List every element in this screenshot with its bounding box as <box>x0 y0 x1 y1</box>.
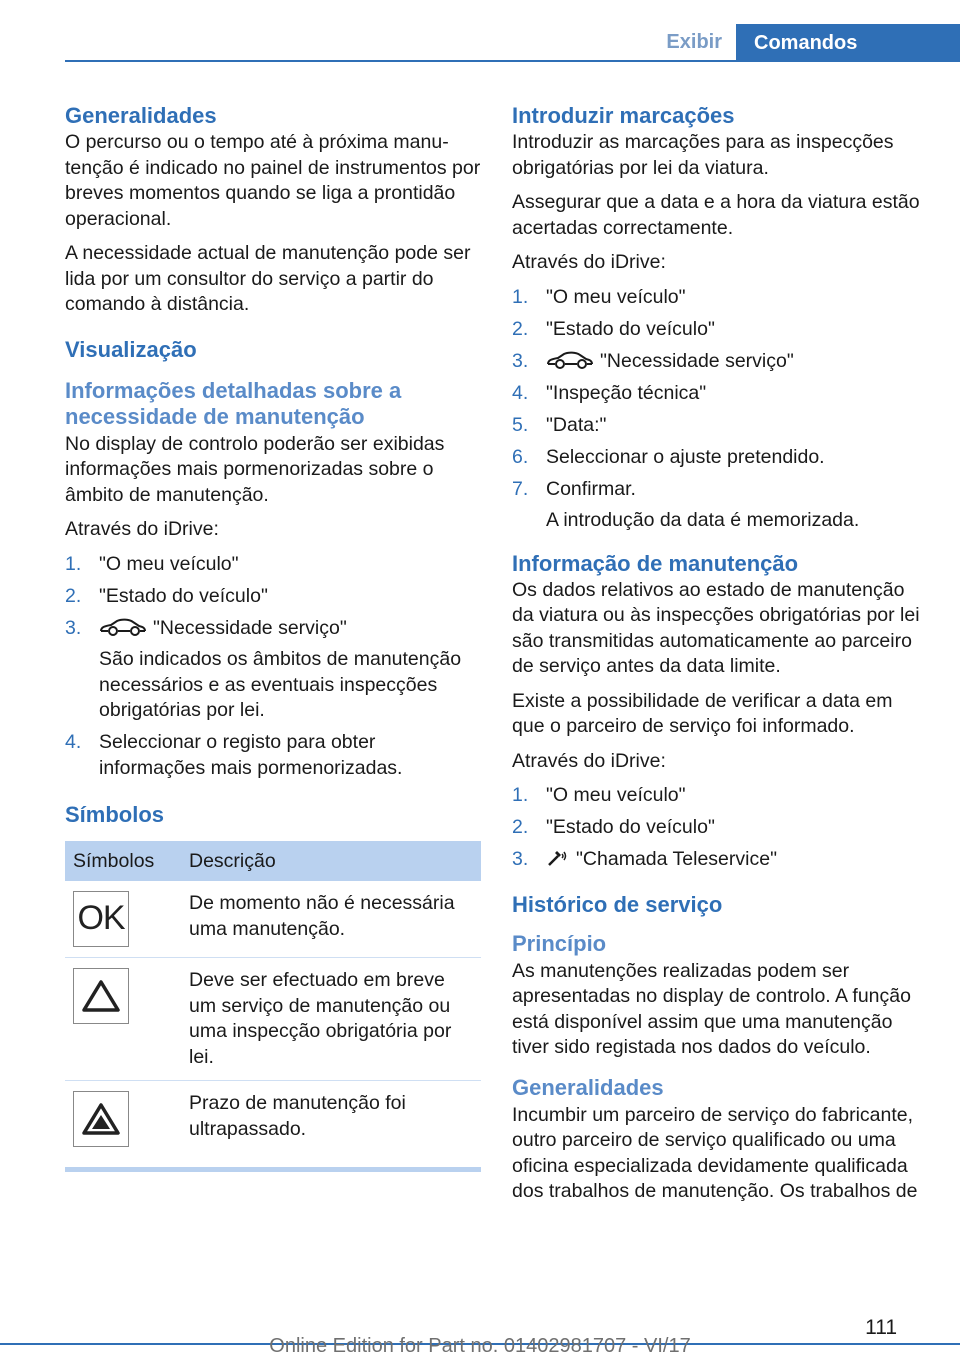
heading-generalidades-2: Generalidades <box>512 1074 664 1100</box>
table-cell: Prazo de manutenção foi ultrapassado. <box>189 1092 406 1140</box>
list-item: 1. "O meu veículo" <box>65 552 239 575</box>
paragraph: Os dados relativos ao estado de manutenção da viatura ou às inspecções obrigatórias por lei são transmitidas automaticamente ao parceiro de serviço antes da data limite. <box>512 578 920 677</box>
table-bottom-rule <box>65 1167 481 1172</box>
idrive-steps-list <box>512 285 928 534</box>
list-item: 3. "Necessidade serviço" São indicados os âmbitos de manutenção necessários e as eventuais inspecções obrigatórias por lei. <box>65 616 462 721</box>
paragraph: Através do iDrive: <box>65 518 219 540</box>
idrive-steps-list <box>512 783 928 873</box>
table-header <box>65 841 481 881</box>
list-item: 1. "O meu veículo" <box>512 784 686 806</box>
list-item: 2. "Estado do veículo" <box>65 584 268 607</box>
heading-principio: Princípio <box>512 930 607 956</box>
symbols-table <box>65 841 481 1157</box>
heading-informacoes: Informações detalhadas sobre a necessidade de manutenção <box>65 377 402 429</box>
paragraph: Através do iDrive: <box>512 749 666 772</box>
page-number: 111 <box>865 1316 897 1339</box>
paragraph: A necessidade actual de manutenção pode ser lida por um consultor do serviço a partir do comando à distância. <box>65 242 471 315</box>
car-service-icon <box>99 617 147 637</box>
page-header <box>65 24 960 62</box>
list-item: 5. "Data:" <box>512 413 607 436</box>
heading-generalidades: Generalidades <box>65 103 217 128</box>
footer-text: Online Edition for Part no. 01402981707 - VI/17 <box>269 1335 691 1357</box>
paragraph: Incumbir um parceiro de serviço do fabricante, outro parceiro de serviço qualificado ou uma oficina especializada devidamente qualificada dos trabalhos de manutenção. Os trabalhos de <box>512 1103 918 1202</box>
list-item: 4. Seleccionar o registo para obter informações mais pormenorizadas. <box>65 731 403 779</box>
list-item: 1. "O meu veículo" <box>512 285 686 308</box>
paragraph: O percurso ou o tempo até à próxima manutenção é indicado no painel de instrumentos por breves momentos quando se liga a prontidão operacional. <box>65 131 481 230</box>
list-item: 6. Seleccionar o ajuste pretendido. <box>512 445 825 468</box>
list-item: 3. "Necessidade serviço" <box>512 349 794 372</box>
heading-historico: Histórico de serviço <box>512 891 723 917</box>
paragraph: Existe a possibilidade de verificar a data em que o parceiro de serviço foi informado. <box>512 689 893 737</box>
list-item: 4. "Inspeção técnica" <box>512 381 707 404</box>
list-item: 2. "Estado do veículo" <box>512 317 715 340</box>
heading-informacao-manutencao: Informação de manutenção <box>512 550 799 576</box>
heading-introduzir: Introduzir marcações <box>512 103 735 128</box>
header-rule <box>65 60 960 62</box>
table-cell: De momento não é necessária uma manutenção. <box>181 881 481 958</box>
table-row <box>65 958 481 1081</box>
teleservice-icon <box>546 848 570 868</box>
list-item: 7. Confirmar. A introdução da data é memorizada. <box>512 477 860 531</box>
list-item: 3. "Chamada Teleservice" <box>512 848 777 870</box>
list-item: 2. "Estado do veículo" <box>512 816 715 838</box>
table-row <box>65 1081 481 1158</box>
paragraph: No display de controlo poderão ser exibidas informações mais pormenorizadas sobre o âmbito de manutenção. <box>65 432 445 506</box>
table-cell: Deve ser efectuado em breve um serviço de manutenção ou uma inspecção obrigatória por lei. <box>181 958 481 1081</box>
left-column <box>65 102 481 1172</box>
paragraph: Introduzir as marcações para as inspecções obrigatórias por lei da viatura. <box>512 131 894 179</box>
paragraph: Através do iDrive: <box>512 251 666 273</box>
car-service-icon <box>546 350 594 370</box>
table-row <box>65 881 481 958</box>
column-header: Símbolos <box>65 841 181 881</box>
warning-triangle-filled-icon <box>73 1091 129 1147</box>
idrive-steps-list <box>65 552 481 782</box>
column-header: Descrição <box>181 841 481 881</box>
heading-simbolos: Símbolos <box>65 802 165 827</box>
tab-exibir[interactable]: Exibir <box>666 31 722 53</box>
right-column <box>512 102 928 1214</box>
paragraph: Assegurar que a data e a hora da viatura estão acertadas correctamente. <box>512 191 920 239</box>
paragraph: As manutenções realizadas podem ser apresentadas no display de controlo. A função está disponível assim que uma manutenção tiver sido registada nos dados do veículo. <box>512 959 911 1058</box>
ok-symbol-icon: OK <box>73 891 129 947</box>
tab-comandos[interactable]: Comandos <box>736 24 960 62</box>
warning-triangle-outline-icon <box>73 968 129 1024</box>
heading-visualizacao: Visualização <box>65 336 197 362</box>
